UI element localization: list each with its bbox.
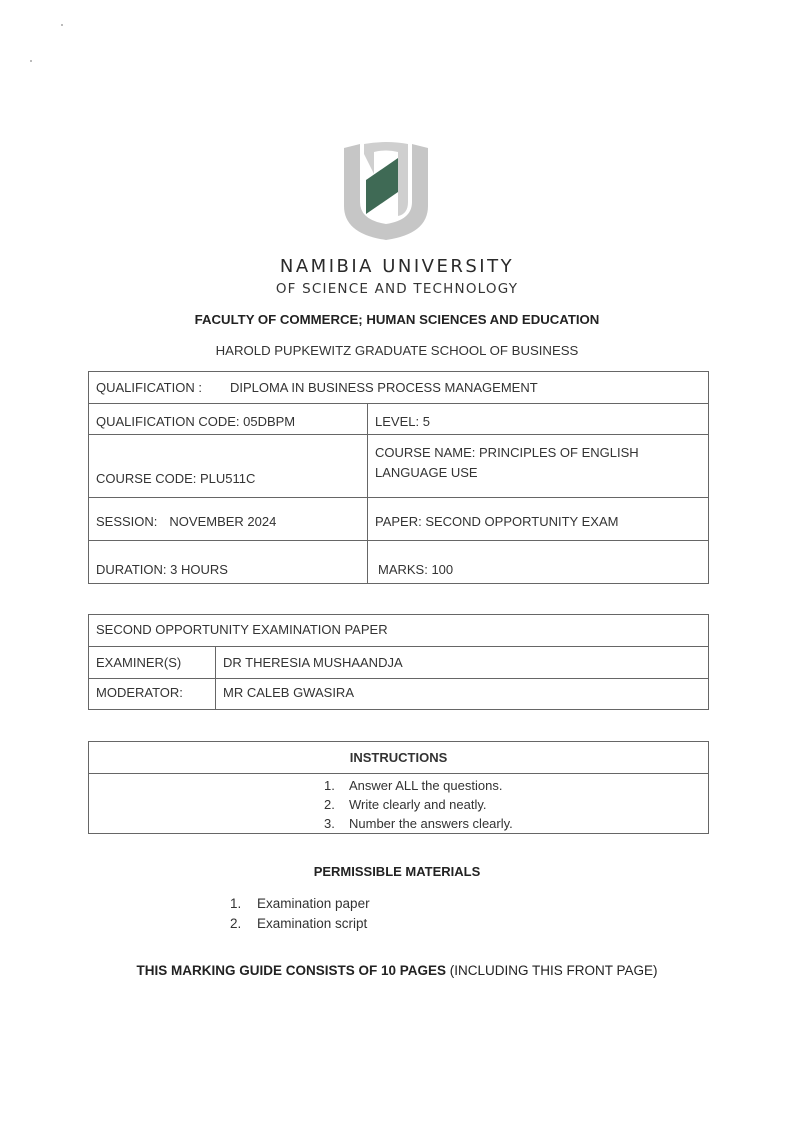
instructions-table xyxy=(88,741,709,834)
instructions-title: INSTRUCTIONS xyxy=(89,742,709,774)
course-code-cell: COURSE CODE: PLU511C xyxy=(89,435,368,498)
page-count-normal: (INCLUDING THIS FRONT PAGE) xyxy=(446,963,658,978)
examiner-row xyxy=(89,647,709,679)
examiner-label: EXAMINER(S) xyxy=(89,647,216,679)
examiners-title-row xyxy=(89,615,709,647)
session-label: SESSION: xyxy=(96,514,158,529)
instruction-item xyxy=(324,814,708,833)
course-details-table xyxy=(88,371,709,584)
instruction-item xyxy=(324,776,708,795)
paper-cell: PAPER: SECOND OPPORTUNITY EXAM xyxy=(368,498,709,541)
instruction-number: 1. xyxy=(324,778,335,793)
instruction-item xyxy=(324,795,708,814)
instruction-text: Write clearly and neatly. xyxy=(349,797,487,812)
level-cell: LEVEL: 5 xyxy=(368,404,709,435)
instruction-text: Answer ALL the questions. xyxy=(349,778,503,793)
moderator-row xyxy=(89,679,709,710)
qualification-row xyxy=(89,372,709,404)
permissible-materials-list xyxy=(230,894,370,933)
material-text: Examination paper xyxy=(257,896,370,911)
instructions-body-row xyxy=(89,774,709,834)
faculty-heading: FACULTY OF COMMERCE; HUMAN SCIENCES AND EDUCATION xyxy=(194,312,600,327)
instruction-number: 2. xyxy=(324,797,335,812)
instructions-title-row xyxy=(89,742,709,774)
duration-cell: DURATION: 3 HOURS xyxy=(89,541,368,584)
material-number: 2. xyxy=(230,915,242,931)
course-name-cell: COURSE NAME: PRINCIPLES OF ENGLISH LANGUAGE USE xyxy=(368,435,709,498)
university-name: NAMIBIA UNIVERSITY xyxy=(279,256,515,277)
instructions-list xyxy=(89,774,709,834)
session-cell xyxy=(89,498,368,541)
university-subtitle: OF SCIENCE AND TECHNOLOGY xyxy=(275,281,519,297)
instruction-number: 3. xyxy=(324,816,335,831)
nust-shield-logo-icon xyxy=(340,140,432,242)
examiner-name: DR THERESIA MUSHAANDJA xyxy=(216,647,709,679)
moderator-name: MR CALEB GWASIRA xyxy=(216,679,709,710)
school-heading: HAROLD PUPKEWITZ GRADUATE SCHOOL OF BUSINESS xyxy=(215,343,579,358)
marks-cell: MARKS: 100 xyxy=(368,541,709,584)
code-level-row xyxy=(89,404,709,435)
qualification-code-cell: QUALIFICATION CODE: 05DBPM xyxy=(89,404,368,435)
duration-marks-row xyxy=(89,541,709,584)
instruction-text: Number the answers clearly. xyxy=(349,816,513,831)
page-count-note xyxy=(0,963,794,978)
session-paper-row xyxy=(89,498,709,541)
qualification-cell xyxy=(89,372,709,404)
material-item xyxy=(230,914,370,934)
page-count-bold: THIS MARKING GUIDE CONSISTS OF 10 PAGES xyxy=(136,963,446,978)
material-number: 1. xyxy=(230,896,242,911)
university-logo xyxy=(340,140,432,242)
examiners-table xyxy=(88,614,709,710)
course-row xyxy=(89,435,709,498)
scan-speck xyxy=(30,60,32,62)
scan-speck xyxy=(61,24,63,26)
moderator-label: MODERATOR: xyxy=(89,679,216,710)
permissible-materials-heading: PERMISSIBLE MATERIALS xyxy=(313,864,481,879)
material-item xyxy=(230,894,370,914)
qualification-label: QUALIFICATION : xyxy=(96,380,202,395)
qualification-value: DIPLOMA IN BUSINESS PROCESS MANAGEMENT xyxy=(229,380,538,395)
examiners-title: SECOND OPPORTUNITY EXAMINATION PAPER xyxy=(89,615,709,647)
material-text: Examination script xyxy=(257,915,368,931)
session-value: NOVEMBER 2024 xyxy=(169,514,277,529)
